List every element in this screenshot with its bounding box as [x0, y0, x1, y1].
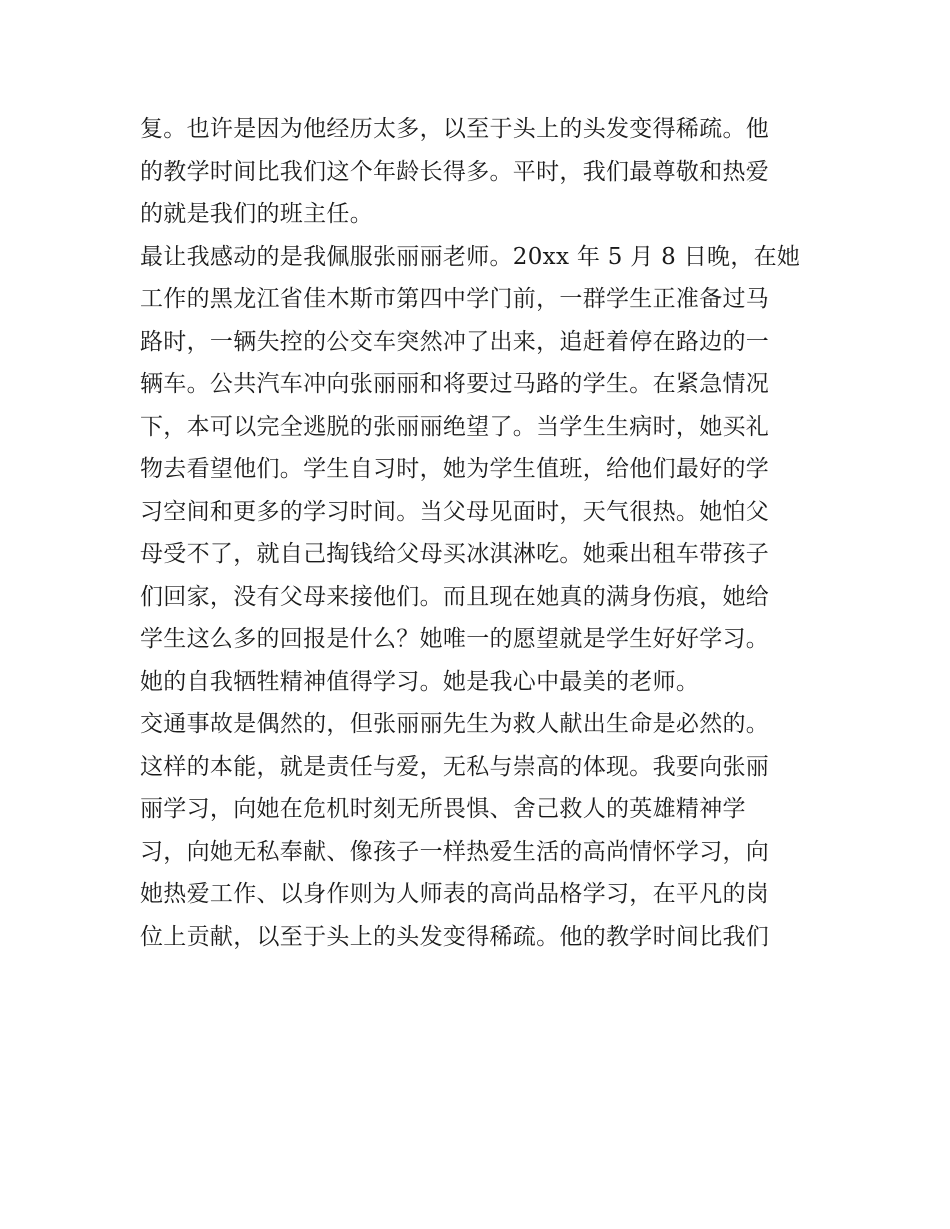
text-line: 学生这么多的回报是什么？她唯一的愿望就是学生好好学习。	[140, 626, 770, 652]
text-line: 最让我感动的是我佩服张丽丽老师。20xx 年 5 月 8 日晚，在她	[140, 243, 801, 270]
text-line: 交通事故是偶然的，但张丽丽先生为救人献出生命是必然的。	[140, 711, 770, 737]
text-line: 习，向她无私奉献、像孩子一样热爱生活的高尚情怀学习，向	[140, 838, 770, 865]
text-line: 习空间和更多的学习时间。当父母见面时，天气很热。她怕父	[140, 498, 770, 525]
text-line: 她的自我牺牲精神值得学习。她是我心中最美的老师。	[140, 668, 700, 695]
text-line: 下，本可以完全逃脱的张丽丽绝望了。当学生生病时，她买礼	[140, 413, 770, 440]
text-line: 母受不了，就自己掏钱给父母买冰淇淋吃。她乘出租车带孩子	[140, 541, 770, 567]
text-line: 辆车。公共汽车冲向张丽丽和将要过马路的学生。在紧急情况	[140, 371, 770, 397]
text-line: 这样的本能，就是责任与爱，无私与崇高的体现。我要向张丽	[140, 753, 770, 780]
text-line: 路时，一辆失控的公交车突然冲了出来，追赶着停在路边的一	[140, 328, 770, 355]
text-line: 丽学习，向她在危机时刻无所畏惧、舍己救人的英雄精神学	[140, 796, 746, 822]
text-line: 工作的黑龙江省佳木斯市第四中学门前，一群学生正准备过马	[140, 286, 770, 312]
text-line: 的就是我们的班主任。	[140, 201, 373, 227]
text-line: 位上贡献，以至于头上的头发变得稀疏。他的教学时间比我们	[140, 923, 770, 950]
text-line: 的教学时间比我们这个年龄长得多。平时，我们最尊敬和热爱	[140, 158, 770, 185]
text-line: 物去看望他们。学生自习时，她为学生值班，给他们最好的学	[140, 456, 770, 482]
text-line: 复。也许是因为他经历太多，以至于头上的头发变得稀疏。他	[140, 116, 770, 142]
text-line: 们回家，没有父母来接他们。而且现在她真的满身伤痕，她给	[140, 583, 770, 610]
text-line: 她热爱工作、以身作则为人师表的高尚品格学习，在平凡的岗	[140, 881, 770, 907]
body-text	[140, 108, 815, 958]
